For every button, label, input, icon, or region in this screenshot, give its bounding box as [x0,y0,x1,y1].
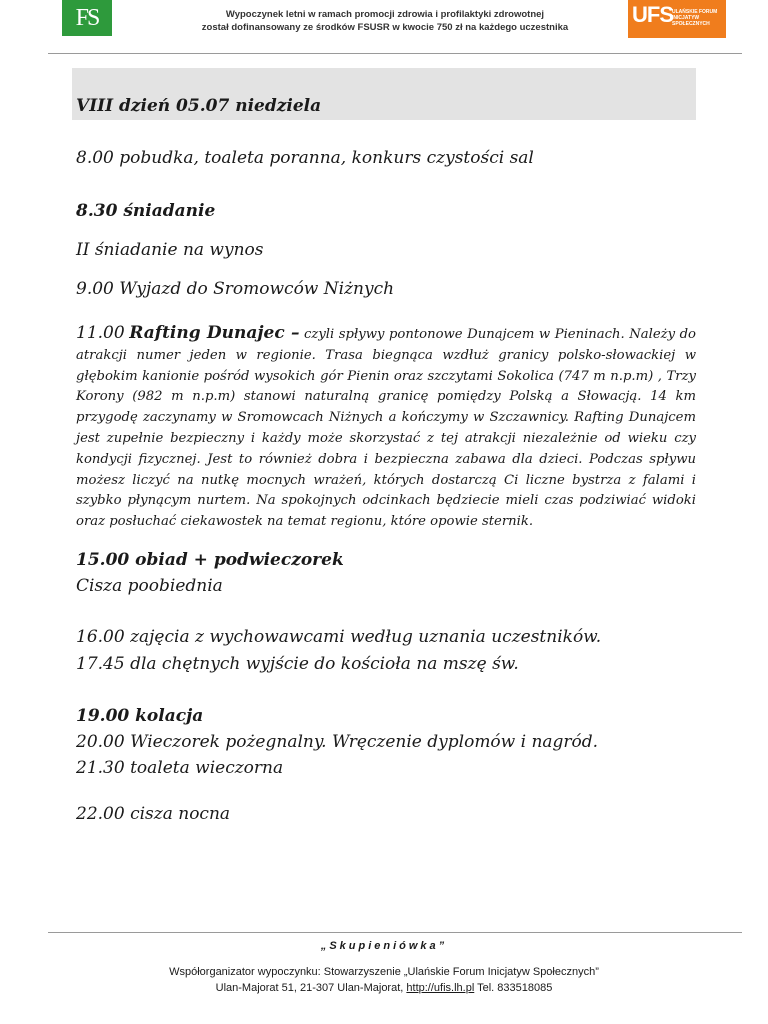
schedule-wake-up: 8.00 pobudka, toaleta poranna, konkurs czystości sal [76,148,534,168]
footer-title: „Skupieniówka” [320,940,448,952]
schedule-farewell: 20.00 Wieczorek pożegnalny. Wręczenie dyplomów i nagród. [76,732,599,752]
ufs-logo [628,0,726,38]
rafting-paragraph [76,323,696,533]
footer-phone: Tel. 833518085 [477,982,553,994]
schedule-dinner: 15.00 obiad + podwieczorek [76,550,344,570]
footer-address-text: Ulan-Majorat 51, 21-307 Ulan-Majorat, [215,982,404,994]
header-line-1: Wypoczynek letni w ramach promocji zdrowia i profilaktyki zdrowotnej [225,9,545,20]
footer-address [0,982,768,994]
footer-divider [48,932,742,933]
footer-website-link[interactable]: http://ufis.lh.pl [406,982,475,994]
fs-logo [62,0,112,36]
header-text [150,8,620,34]
schedule-night-silence: 22.00 cisza nocna [76,804,231,824]
header-divider [48,53,742,54]
fs-logo-text: FS [75,4,99,31]
header-line-2: został dofinansowany ze środków FSUSR w kwocie 750 zł na każdego uczestnika [201,22,569,33]
ufs-logo-tag: ULAŃSKIE FORUM INICJATYW SPOŁECZNYCH [672,9,718,27]
schedule-departure: 9.00 Wyjazd do Sromowców Niżnych [76,279,395,299]
schedule-evening-toilet: 21.30 toaleta wieczorna [76,758,284,778]
schedule-supper: 19.00 kolacja [76,706,204,726]
rafting-name: Rafting Dunajec – [129,323,300,343]
schedule-activities: 16.00 zajęcia z wychowawcami według uznania uczestników. [76,627,602,647]
schedule-second-breakfast: II śniadanie na wynos [76,240,264,260]
schedule-breakfast: 8.30 śniadanie [76,201,216,221]
schedule-quiet-time: Cisza poobiednia [76,576,223,596]
rafting-description: czyli spływy pontonowe Dunajcem w Pieninach. Należy do atrakcji numer jeden w regionie. Trasa biegnąca wzdłuż granicy polsko-słowackiej w głębokim kanionie pośród wysokich gór Pienin oraz szczytami Sokolica (747 m n.p.m) , Trzy Korony (982 m n.p.m) stanowi naturalną granicę pomiędzy Polską a Słowacją. 14 km przygodę zaczynamy w Sromowcach Niżnych a kończymy w Szczawnicy. Rafting Dunajcem jest zupełnie bezpieczny i każdy może skorzystać z tej atrakcji niezależnie od wieku czy kondycji fizycznej. Jest to również dobra i bezpieczna zabawa dla dzieci. Podczas spływu możesz liczyć na nutkę mocnych wrażeń, których dostarczą Ci liczne bystrza z falami i szybko płynącym nurtem. Na spokojnych odcinkach będziecie mieli czas podziwiać widoki oraz posłuchać ciekawostek na temat regionu, które opowie sternik. [76,327,697,530]
rafting-time: 11.00 [76,323,125,343]
schedule-church: 17.45 dla chętnych wyjście do kościoła na mszę św. [76,654,519,674]
day-title: VIII dzień 05.07 niedziela [76,96,322,116]
ufs-logo-mark: UFS [632,2,673,27]
footer-organizer: Współorganizator wypoczynku: Stowarzyszenie „Ulańskie Forum Inicjatyw Społecznych” [169,966,599,978]
